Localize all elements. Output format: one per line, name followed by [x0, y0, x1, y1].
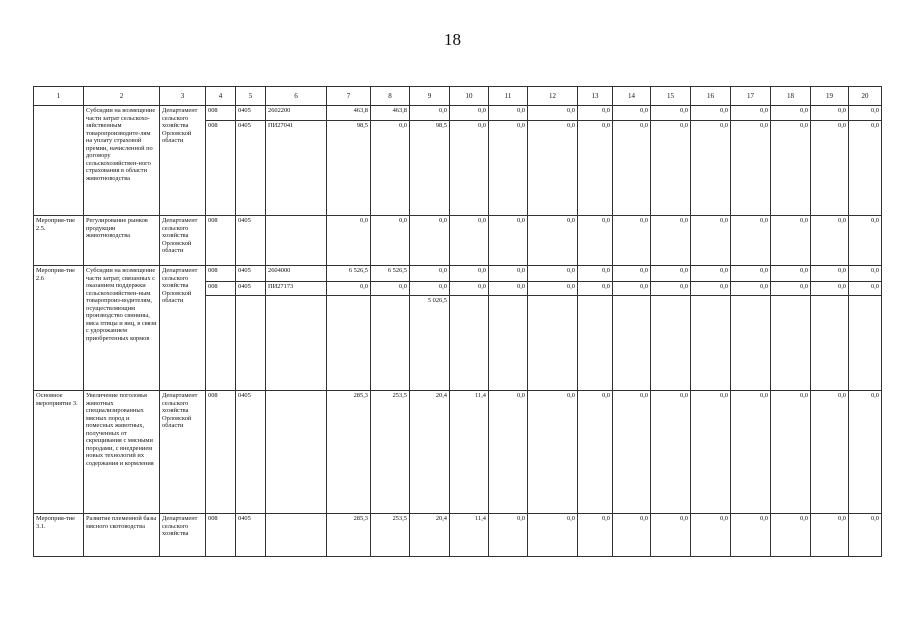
- measure-executor: Департамент сельского хозяйства Орловской области: [160, 391, 206, 514]
- table-cell: 0,0: [410, 266, 450, 282]
- table-cell: 98,5: [410, 121, 450, 216]
- program-table: [33, 86, 882, 557]
- table-cell: 0,0: [731, 282, 771, 296]
- table-cell: 0,0: [327, 282, 371, 296]
- table-cell: 0,0: [489, 106, 528, 121]
- table-cell: 253,5: [371, 514, 410, 557]
- table-cell: 0,0: [849, 391, 882, 514]
- table-cell: 0,0: [371, 216, 410, 266]
- table-cell: 0,0: [489, 121, 528, 216]
- table-cell: 0,0: [691, 282, 731, 296]
- table-cell: 0,0: [450, 282, 489, 296]
- table-cell: 6 526,5: [327, 266, 371, 282]
- table-cell: 0,0: [651, 121, 691, 216]
- table-cell: 0,0: [578, 121, 613, 216]
- table-cell: [266, 216, 327, 266]
- column-header: 2: [84, 87, 160, 106]
- measure-code: [34, 106, 84, 216]
- table-cell: 0,0: [849, 282, 882, 296]
- table-cell: 253,5: [371, 391, 410, 514]
- table-row: [34, 106, 882, 121]
- column-header: 18: [771, 87, 811, 106]
- column-header: 13: [578, 87, 613, 106]
- table-cell: [578, 296, 613, 391]
- table-cell: 20,4: [410, 514, 450, 557]
- table-row: [34, 216, 882, 266]
- table-cell: 0,0: [771, 266, 811, 282]
- table-cell: 0,0: [691, 106, 731, 121]
- column-header: 17: [731, 87, 771, 106]
- table-cell: 0,0: [578, 282, 613, 296]
- table-cell: 0,0: [613, 391, 651, 514]
- measure-executor: Департамент сельского хозяйства Орловской области: [160, 106, 206, 216]
- table-cell: [489, 296, 528, 391]
- table-row: [34, 391, 882, 514]
- table-cell: 0,0: [651, 514, 691, 557]
- table-cell: [771, 296, 811, 391]
- column-header: 20: [849, 87, 882, 106]
- table-cell: 0,0: [613, 106, 651, 121]
- table-cell: 0,0: [651, 282, 691, 296]
- table-cell: 0,0: [578, 266, 613, 282]
- table-cell: 285,3: [327, 514, 371, 557]
- table-cell: [651, 296, 691, 391]
- table-cell: 0,0: [410, 216, 450, 266]
- table-cell: 0,0: [771, 121, 811, 216]
- table-cell: 0405: [236, 266, 266, 282]
- table-cell: 0,0: [811, 216, 849, 266]
- measure-name: Субсидии на возмещение части затрат сельскохо-зяйственным товаропроизводите-лям на уплату страховой премии, начисленной по договору сельскохозяйствен-ного страхования в области животноводства: [84, 106, 160, 216]
- table-cell: 0,0: [849, 266, 882, 282]
- table-cell: 0,0: [771, 106, 811, 121]
- column-header: 12: [528, 87, 578, 106]
- table-cell: 008: [206, 121, 236, 216]
- table-cell: [450, 296, 489, 391]
- column-header: 3: [160, 87, 206, 106]
- table-cell: 0,0: [528, 216, 578, 266]
- table-cell: 20,4: [410, 391, 450, 514]
- table-cell: 0,0: [811, 514, 849, 557]
- table-cell: 0,0: [849, 514, 882, 557]
- table-cell: 0,0: [489, 514, 528, 557]
- table-cell: 0,0: [578, 106, 613, 121]
- table-cell: 0,0: [489, 391, 528, 514]
- table-cell: 0,0: [849, 216, 882, 266]
- measure-code: Мероприя-тие 2.6: [34, 266, 84, 391]
- table-cell: 0405: [236, 391, 266, 514]
- table-cell: 98,5: [327, 121, 371, 216]
- table-cell: 0,0: [528, 391, 578, 514]
- table-cell: 0,0: [528, 514, 578, 557]
- measure-executor: Департамент сельского хозяйства Орловской области: [160, 216, 206, 266]
- measure-executor: Департамент сельского хозяйства Орловской области: [160, 266, 206, 391]
- table-cell: 008: [206, 514, 236, 557]
- table-cell: 0405: [236, 106, 266, 121]
- column-header: 10: [450, 87, 489, 106]
- table-cell: 0405: [236, 216, 266, 266]
- measure-name: Регулирование рынков продукции животноводства: [84, 216, 160, 266]
- table-cell: 463,8: [371, 106, 410, 121]
- table-cell: 008: [206, 282, 236, 296]
- table-cell: 0,0: [731, 121, 771, 216]
- measure-executor: Департамент сельского хозяйства: [160, 514, 206, 557]
- table-cell: 0,0: [450, 121, 489, 216]
- measure-code: Основное мероприятие 3.: [34, 391, 84, 514]
- measure-name: Субсидии на возмещение части затрат, связанных с оказанием поддержки сельскохозяйствен-ным товаропроиз-водителям, осуществляющим производство свинины, мяса птицы и яиц, в связи с удорожанием приобретенных кормов: [84, 266, 160, 391]
- column-header: 14: [613, 87, 651, 106]
- table-cell: 008: [206, 106, 236, 121]
- table-cell: 0,0: [811, 266, 849, 282]
- table-cell: 0,0: [811, 106, 849, 121]
- table-cell: 6 526,5: [371, 266, 410, 282]
- table-cell: [811, 296, 849, 391]
- table-cell: 0,0: [528, 121, 578, 216]
- table-cell: ПИ27041: [266, 121, 327, 216]
- table-cell: 0,0: [691, 121, 731, 216]
- table-cell: 008: [206, 266, 236, 282]
- table-cell: 0,0: [613, 514, 651, 557]
- table-cell: 0,0: [691, 391, 731, 514]
- table-cell: [236, 296, 266, 391]
- table-cell: [731, 296, 771, 391]
- table-cell: 0,0: [528, 106, 578, 121]
- table-cell: 0,0: [578, 514, 613, 557]
- table-cell: 0,0: [489, 282, 528, 296]
- table-cell: [266, 391, 327, 514]
- table-cell: 285,3: [327, 391, 371, 514]
- table-cell: 0,0: [450, 216, 489, 266]
- table-cell: 0405: [236, 514, 266, 557]
- column-header: 11: [489, 87, 528, 106]
- table-cell: ПИ27173: [266, 282, 327, 296]
- table-cell: 0,0: [371, 282, 410, 296]
- column-header: 7: [327, 87, 371, 106]
- column-header: 8: [371, 87, 410, 106]
- table-cell: 0,0: [811, 282, 849, 296]
- table-cell: 0405: [236, 121, 266, 216]
- column-header: 16: [691, 87, 731, 106]
- table-cell: [528, 296, 578, 391]
- table-cell: 008: [206, 391, 236, 514]
- table-cell: 0,0: [528, 282, 578, 296]
- table-cell: [206, 296, 236, 391]
- column-header: 4: [206, 87, 236, 106]
- measure-code: Мероприя-тие 2.5.: [34, 216, 84, 266]
- handwritten-note: 5 026,5: [410, 296, 450, 391]
- table-cell: 0,0: [578, 391, 613, 514]
- table-cell: [691, 296, 731, 391]
- table-cell: 0,0: [489, 216, 528, 266]
- table-cell: [327, 296, 371, 391]
- table-cell: 0,0: [811, 121, 849, 216]
- table-cell: 0,0: [613, 121, 651, 216]
- table-cell: 11,4: [450, 391, 489, 514]
- table-cell: [266, 514, 327, 557]
- measure-name: Увеличение поголовья животных специализированных мясных пород и помесных животных, полученных от скрещивания с мясными породами, с внедрением новых технологий их содержания и кормления: [84, 391, 160, 514]
- column-header: 6: [266, 87, 327, 106]
- table-cell: 0,0: [450, 106, 489, 121]
- table-cell: 0,0: [528, 266, 578, 282]
- table-cell: 0,0: [691, 266, 731, 282]
- column-header: 1: [34, 87, 84, 106]
- table-cell: 0,0: [811, 391, 849, 514]
- table-cell: 2602200: [266, 106, 327, 121]
- table-cell: 008: [206, 216, 236, 266]
- table-cell: 0,0: [731, 266, 771, 282]
- table-cell: 0,0: [771, 216, 811, 266]
- table-cell: 0,0: [651, 391, 691, 514]
- measure-name: Развитие племенной базы мясного скотоводства: [84, 514, 160, 557]
- table-cell: 0,0: [691, 514, 731, 557]
- table-cell: [266, 296, 327, 391]
- table-cell: 0,0: [731, 106, 771, 121]
- table-cell: 0,0: [613, 282, 651, 296]
- table-cell: 0,0: [771, 282, 811, 296]
- table-cell: [613, 296, 651, 391]
- column-header: 5: [236, 87, 266, 106]
- table-cell: 0,0: [613, 216, 651, 266]
- column-header: 9: [410, 87, 450, 106]
- table-cell: 463,8: [327, 106, 371, 121]
- table-cell: 0,0: [651, 216, 691, 266]
- table-cell: [849, 296, 882, 391]
- table-cell: 11,4: [450, 514, 489, 557]
- table-cell: 0405: [236, 282, 266, 296]
- measure-code: Мероприя-тие 3.1.: [34, 514, 84, 557]
- table-cell: 0,0: [410, 282, 450, 296]
- table-cell: 0,0: [371, 121, 410, 216]
- table-cell: 0,0: [410, 106, 450, 121]
- table-cell: 0,0: [731, 391, 771, 514]
- table-cell: 0,0: [578, 216, 613, 266]
- table-cell: 0,0: [327, 216, 371, 266]
- table-cell: 0,0: [651, 106, 691, 121]
- table-cell: 0,0: [771, 391, 811, 514]
- table-cell: 0,0: [731, 216, 771, 266]
- table-cell: 0,0: [849, 121, 882, 216]
- table-cell: 0,0: [691, 216, 731, 266]
- table-cell: 0,0: [849, 106, 882, 121]
- table-cell: 0,0: [613, 266, 651, 282]
- table-cell: 0,0: [651, 266, 691, 282]
- column-header: 19: [811, 87, 849, 106]
- table-cell: 0,0: [450, 266, 489, 282]
- table-row: [34, 514, 882, 557]
- table-cell: 0,0: [489, 266, 528, 282]
- table-cell: [371, 296, 410, 391]
- table-row: [34, 266, 882, 282]
- table-cell: 0,0: [731, 514, 771, 557]
- page-number: 18: [444, 30, 461, 49]
- table-cell: 2604000: [266, 266, 327, 282]
- column-header: 15: [651, 87, 691, 106]
- table-cell: 0,0: [771, 514, 811, 557]
- column-number-row: [34, 87, 882, 106]
